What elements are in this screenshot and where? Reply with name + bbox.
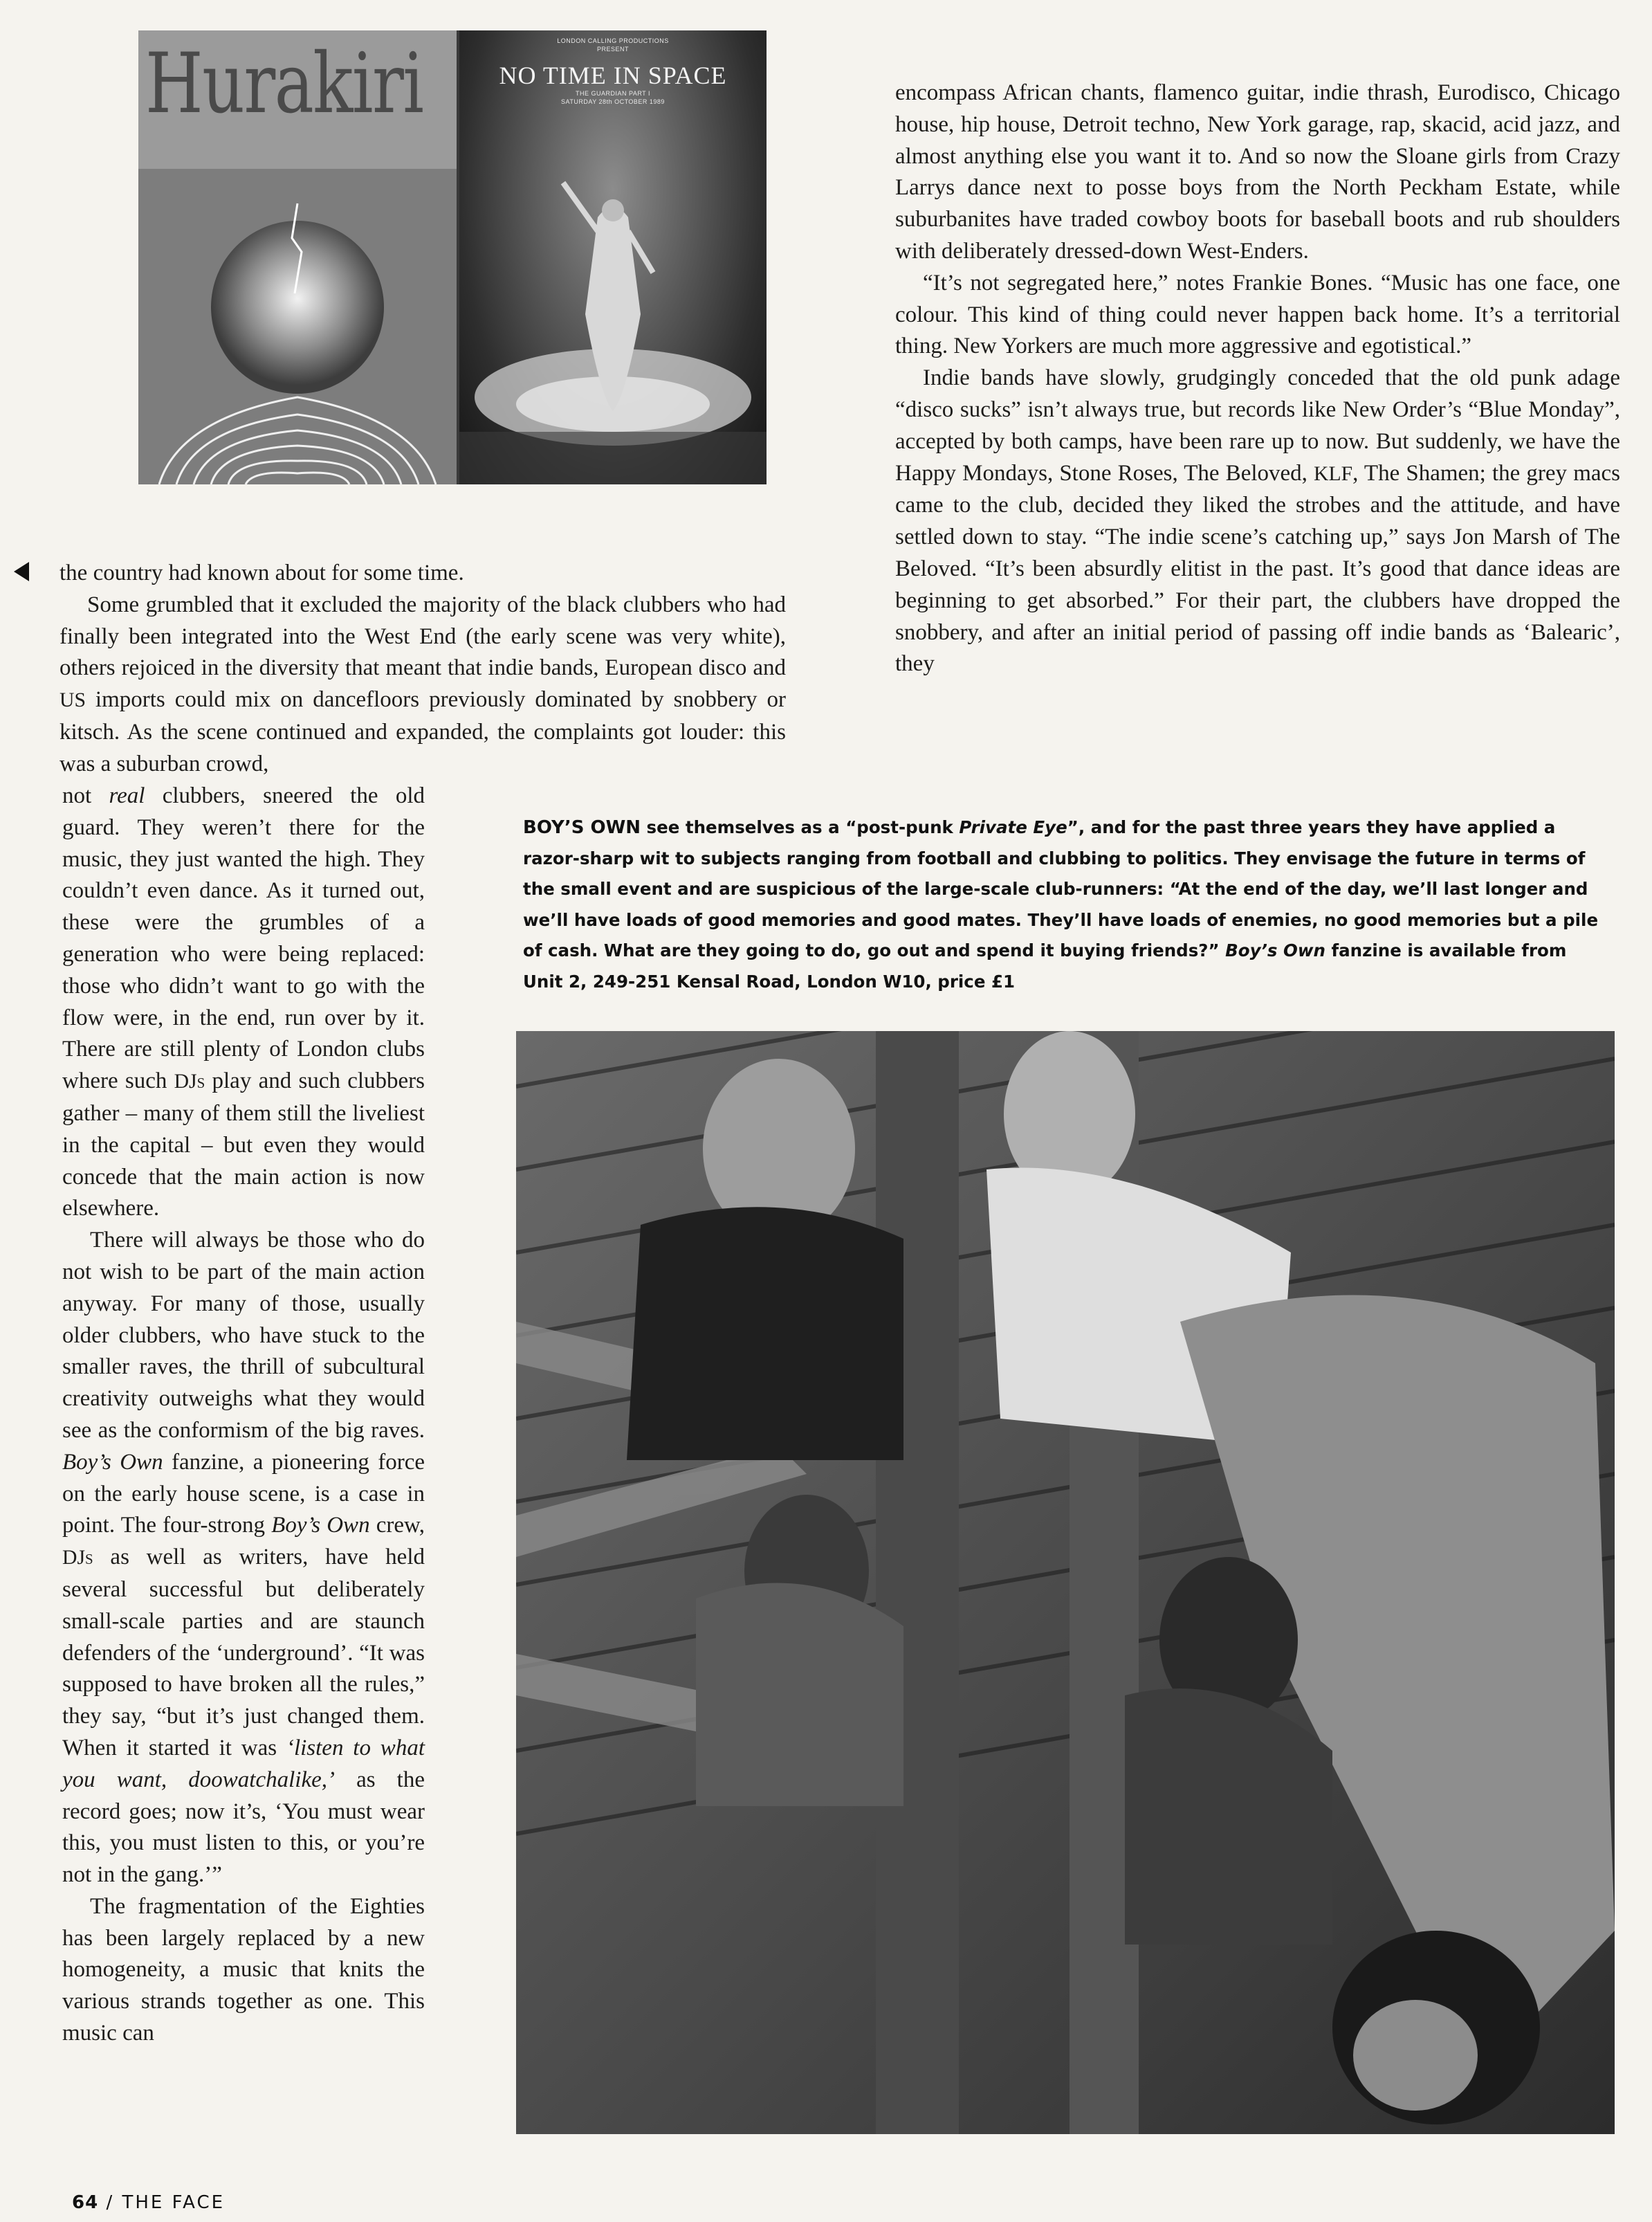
flyer-title: NO TIME IN SPACE [499,62,727,89]
magazine-name: THE FACE [122,2192,226,2213]
flyer-images [138,30,767,484]
paragraph: “It’s not segregated here,” notes Frankie Bones. “Music has one face, one colour. This kind of thing could never happen back home. It’s a territorial thing. New Yorkers are much more aggressive and egotistical.” [895,270,1620,359]
paragraph: encompass African chants, flamenco guitar, indie thrash, Eurodisco, Chicago house, hip house, Detroit techno, New York garage, rap, skacid, acid jazz, and almost anything else you want it to. And so now the Sloane girls from Crazy Larrys dance next to posse boys from the North Peckham Estate, while suburbanites have traded cowboy boots for baseball boots and rub shoulders with deliberately dressed-down West-Enders. [895,80,1620,264]
page-number: 64 [72,2192,99,2213]
flyer-present: PRESENT [596,46,629,53]
paragraph: There will always be those who do not wish to be part of the main action anyway. For many of those, usually older clubbers, who have stuck to the smaller raves, the thrill of subcultural creativity outweighs what they would see as the conformism of the big raves. Boy’s Own fanzine, a pioneering force on the early house scene, is a case in point. The four-strong Boy’s Own crew, DJs as well as writers, have held several successful but deliberately small-scale parties and are staunch defenders of the ‘underground’. “It was supposed to have broken all the rules,” they say, “but it’s just changed them. When it started it was ‘listen to what you want, doowatchalike,’ as the record goes; now it’s, ‘You must wear this, you must listen to this, or you’re not in the gang.’” [62,1228,425,1888]
continued-arrow-icon [14,562,29,581]
no-time-in-space-flyer [459,30,767,484]
flyer-date: SATURDAY 28th OCTOBER 1989 [561,98,665,105]
page-folio: 64 / THE FACE [72,2192,226,2213]
hurakiri-flyer [138,30,457,484]
flyer-subtitle: THE GUARDIAN PART I [575,90,651,97]
paragraph: not real clubbers, sneered the old guard. They weren’t there for the music, they just wanted the high. They couldn’t even dance. As it turned out, these were the grumbles of a generation who were being replaced: those who didn’t want to go with the flow were, in the end, run over by it. There are still plenty of London clubs where such DJs play and such clubbers gather – many of them still the liveliest in the capital – but even they would concede that the main action is now elsewhere. [62,783,425,1221]
right-column-text [895,78,1620,680]
boys-own-photograph [516,1031,1615,2134]
paragraph: the country had known about for some time. [59,561,464,585]
paragraph: The fragmentation of the Eighties has been largely replaced by a new homogeneity, a music that knits the various strands together as one. This music can [62,1893,425,2046]
paragraph: Indie bands have slowly, grudgingly conceded that the old punk adage “disco sucks” isn’t always true, but records like New Order’s “Blue Monday”, accepted by both camps, have been rare up to now. But suddenly, we have the Happy Mondays, Stone Roses, The Beloved, KLF, The Shamen; the grey macs came to the club, decided they liked the strobes and the attitude, and have settled down to stay. “The indie scene’s catching up,” says Jon Marsh of The Beloved. “It’s been absurdly elitist in the past. It’s good that dance ideas are beginning to get absorbed.” For their part, the clubbers have dropped the snobbery, and after an initial period of passing off indie bands as ‘Balearic’, they [895,365,1620,677]
left-column-text [59,558,786,781]
paragraph: Some grumbled that it excluded the majority of the black clubbers who had finally been integrated into the West End (the early scene was very white), others rejoiced in the diversity that meant that indie bands, European disco and US imports could mix on dancefloors previously dominated by snobbery or kitsch. As the scene continued and expanded, the complaints got louder: this was a suburban crowd, [59,592,786,776]
hurakiri-title: Hurakiri [145,36,423,132]
robed-figure-artwork [459,107,767,484]
boys-own-photo [516,1031,1615,2134]
narrow-column-text [62,781,425,2050]
photo-caption: BOY’S OWN see themselves as a “post-punk Private Eye”, and for the past three years they have applied a razor-sharp wit to subjects ranging from football and clubbing to politics. They envisage the future in terms of the small event and are suspicious of the large-scale club-runners: “At the end of the day, we’ll last longer and we’ll have loads of good memories and good mates. They’ll have loads of enemies, no good memories but a pile of cash. What are they going to do, go out and spend it buying friends?” Boy’s Own fanzine is available from Unit 2, 249-251 Kensal Road, London W10, price £1 [523,817,1599,992]
caption-lead: BOY’S OWN [523,817,641,838]
flyer-producer: LONDON CALLING PRODUCTIONS [557,37,669,44]
